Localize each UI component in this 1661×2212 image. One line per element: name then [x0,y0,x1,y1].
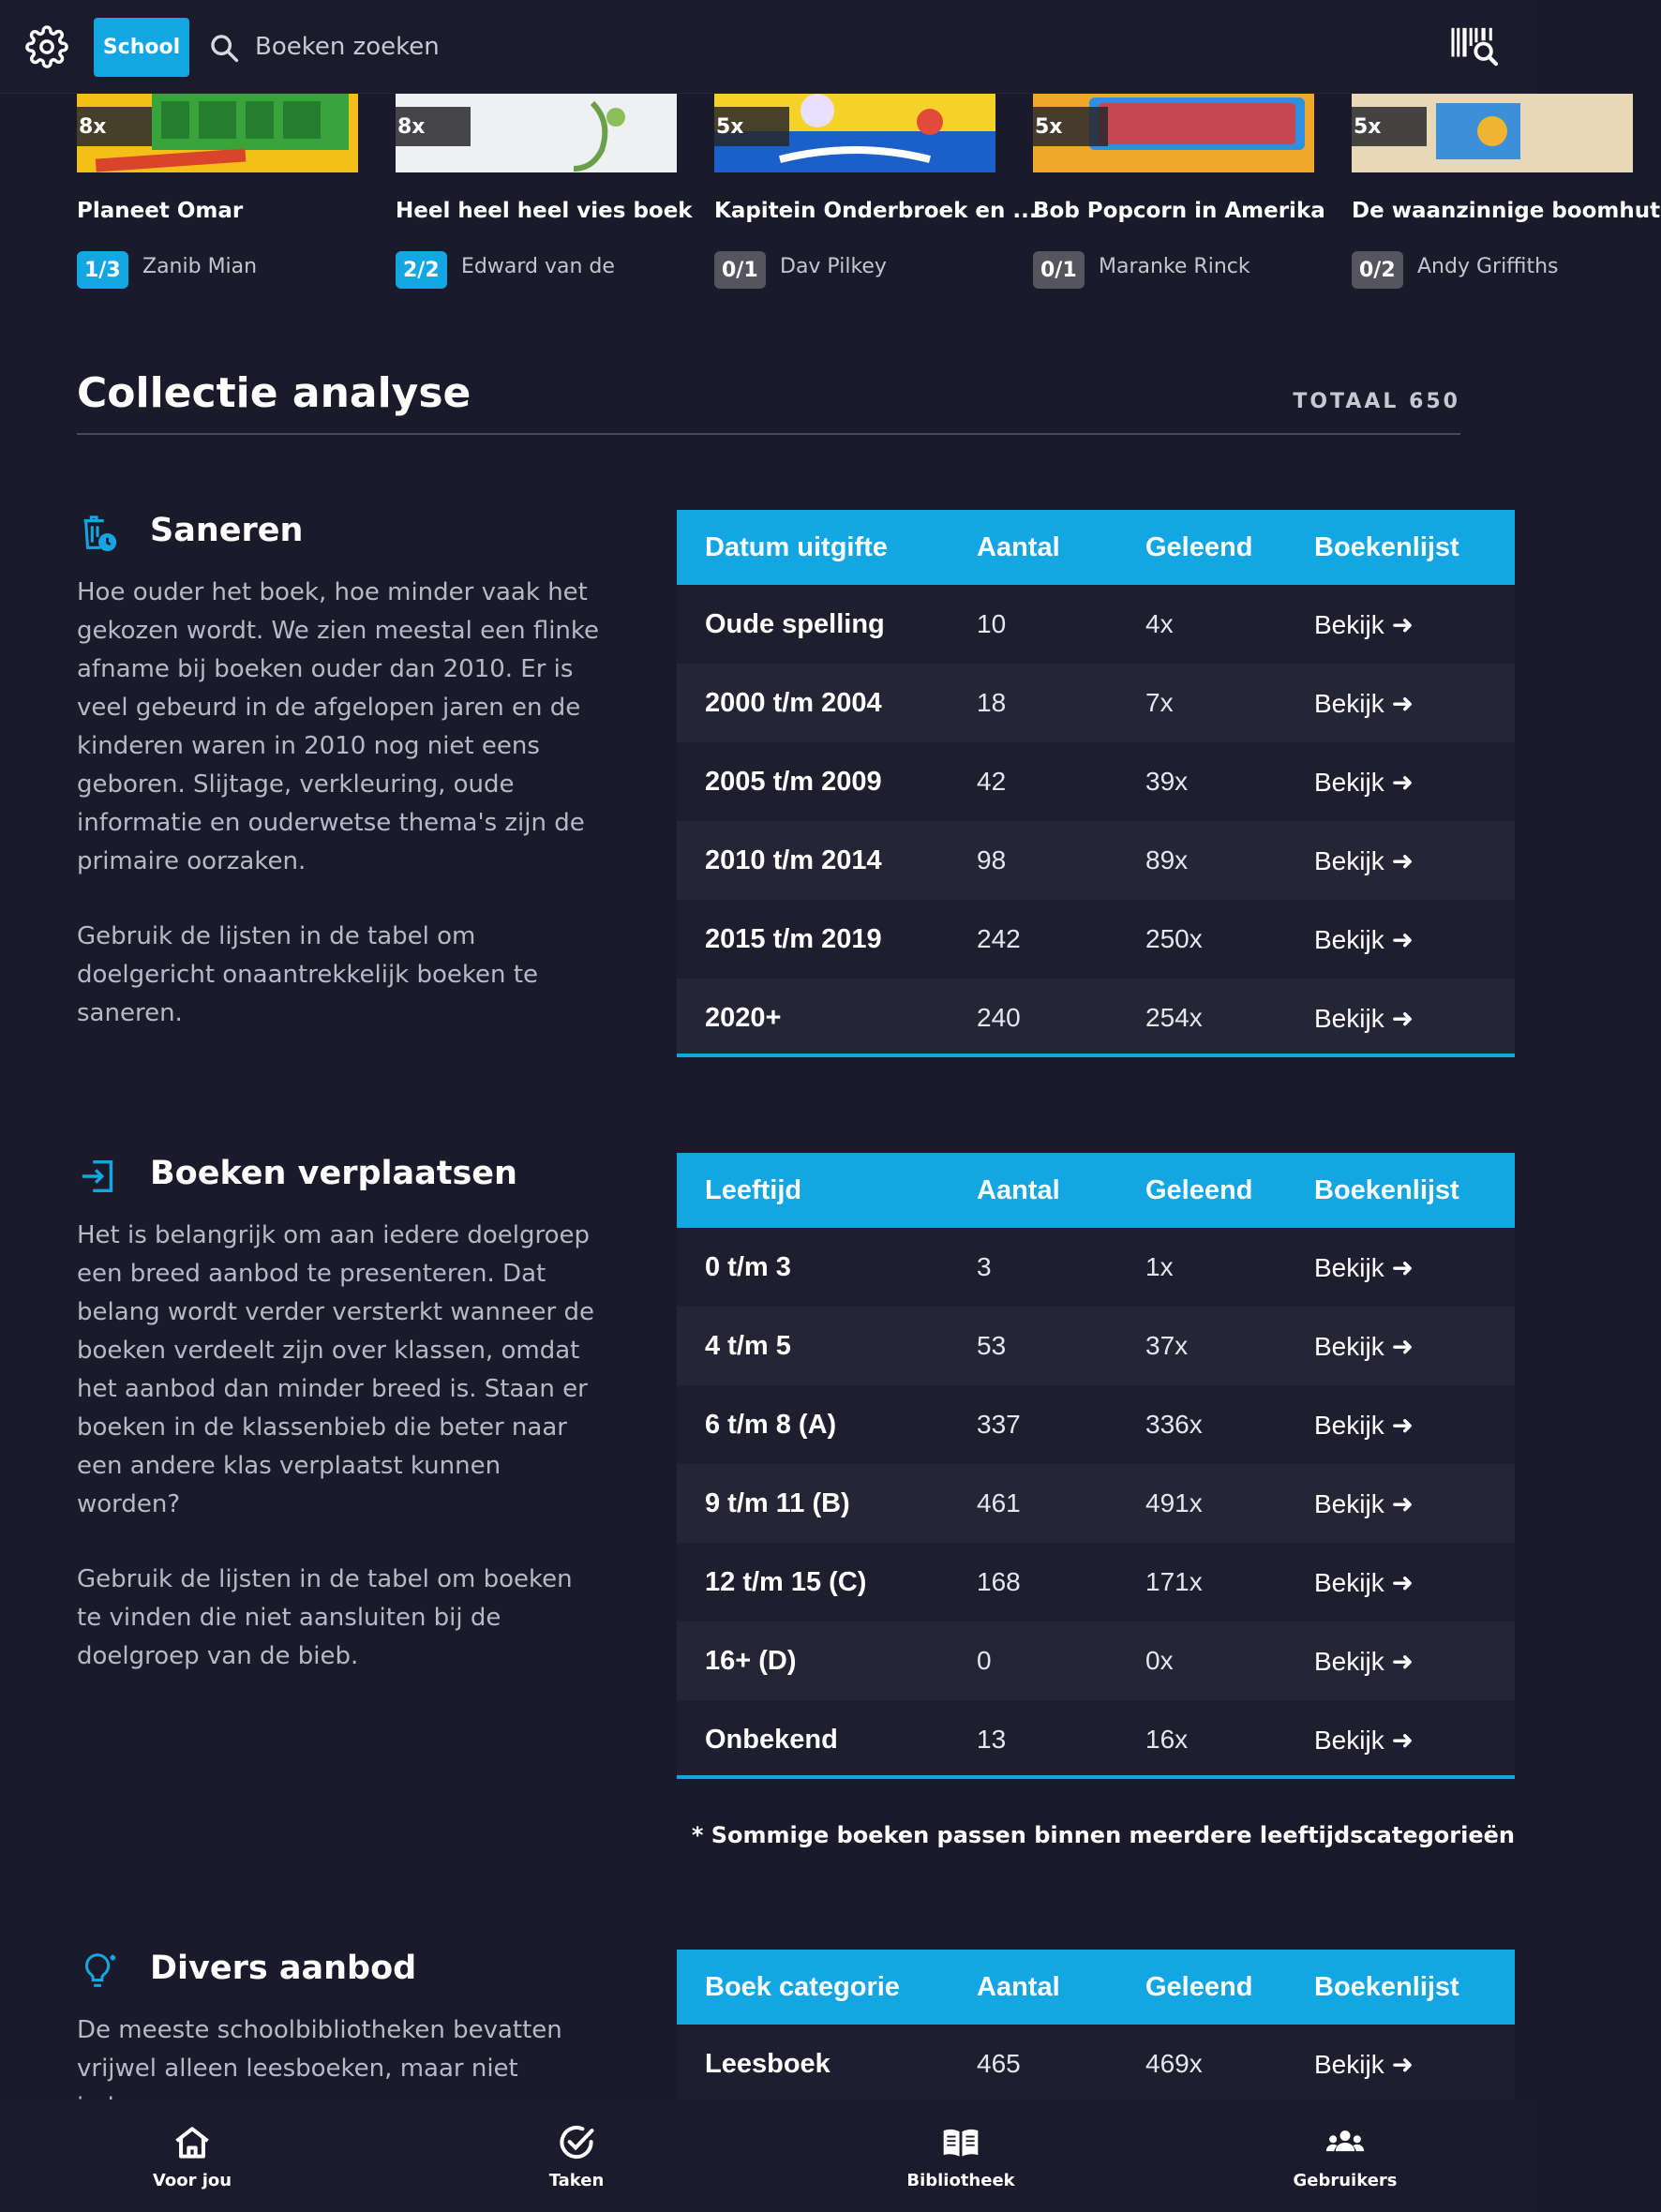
aantal-cell: 10 [977,585,1145,664]
aantal-cell: 337 [977,1385,1145,1464]
geleend-cell: 491x [1145,1464,1314,1543]
book-title: Heel heel heel vies boek [396,199,693,223]
bekijk-link[interactable]: Bekijk ➜ [1314,821,1515,900]
book-cover[interactable] [77,94,358,172]
page-title: Collectie analyse [77,369,471,417]
geleend-cell: 4x [1145,585,1314,664]
row-label: 2000 t/m 2004 [677,664,977,742]
column-header: Aantal [977,510,1145,585]
table-row [677,1622,1515,1700]
bekijk-link[interactable]: Bekijk ➜ [1314,2025,1515,2103]
geleend-cell: 7x [1145,664,1314,742]
copy-count: 5x [714,107,789,146]
table-row [677,1543,1515,1622]
geleend-cell: 171x [1145,1543,1314,1622]
aantal-cell: 98 [977,821,1145,900]
verplaatsen-table [677,1153,1515,1779]
description-paragraph: Hoe ouder het boek, hoe minder vaak het gekozen wordt. We zien meestal een flinke afname bij boeken ouder dan 2010. Er is veel gebeurd in de afgelopen jaren en de kinderen waren in 2010 nog niet eens geboren. Slijtage, verkleuring, oude informatie en ouderwetse thema's zijn de primaire oorzaken. [77,578,600,875]
section-description [77,574,602,1033]
row-label: Oude spelling [677,585,977,664]
geleend-cell: 336x [1145,1385,1314,1464]
column-header: Boekenlijst [1314,1153,1515,1228]
column-header: Leeftijd [677,1153,977,1228]
aantal-cell: 168 [977,1543,1145,1622]
availability-badge: 0/2 [1352,251,1403,289]
move-in-icon [77,1155,120,1198]
column-header: Datum uitgifte [677,510,977,585]
column-header: Boek categorie [677,1950,977,2025]
book-cover[interactable] [1033,94,1314,172]
divider [77,433,1460,435]
geleend-cell: 39x [1145,742,1314,821]
row-label: 12 t/m 15 (C) [677,1543,977,1622]
table-row [677,979,1515,1057]
bekijk-link[interactable]: Bekijk ➜ [1314,1700,1515,1779]
book-cover[interactable] [1352,94,1633,172]
table-row [677,742,1515,821]
aantal-cell: 0 [977,1622,1145,1700]
availability-badge: 1/3 [77,251,128,289]
book-author: Maranke Rinck [1099,255,1250,278]
nav-gebruikers[interactable] [1205,2100,1486,2212]
row-label: 2010 t/m 2014 [677,821,977,900]
aantal-cell: 240 [977,979,1145,1057]
column-header: Geleend [1145,510,1314,585]
book-author: Zanib Mian [142,255,258,278]
bekijk-link[interactable]: Bekijk ➜ [1314,1307,1515,1385]
open-book-icon [940,2122,981,2163]
nav-taken[interactable] [436,2100,717,2212]
column-header: Geleend [1145,1950,1314,2025]
description-paragraph: Gebruik de lijsten in de tabel om boeken te vinden die niet aansluiten bij de doelgroep van de bieb. [77,1565,573,1670]
section-title-divers: Divers aanbod [150,1950,417,1987]
bekijk-link[interactable]: Bekijk ➜ [1314,1464,1515,1543]
nav-label: Bibliotheek [906,2170,1015,2190]
geleend-cell: 469x [1145,2025,1314,2103]
bekijk-link[interactable]: Bekijk ➜ [1314,1543,1515,1622]
nav-label: Voor jou [152,2170,232,2190]
table-row [677,1307,1515,1385]
bekijk-link[interactable]: Bekijk ➜ [1314,664,1515,742]
availability-badge: 0/1 [714,251,766,289]
bekijk-link[interactable]: Bekijk ➜ [1314,1385,1515,1464]
bekijk-link[interactable]: Bekijk ➜ [1314,979,1515,1057]
bekijk-link[interactable]: Bekijk ➜ [1314,900,1515,979]
book-author: Edward van de [461,255,615,278]
row-label: 2005 t/m 2009 [677,742,977,821]
section-description [77,1217,602,1676]
availability-badge: 0/1 [1033,251,1085,289]
bekijk-link[interactable]: Bekijk ➜ [1314,585,1515,664]
nav-label: Gebruikers [1293,2170,1398,2190]
description-paragraph: Gebruik de lijsten in de tabel om doelgericht onaantrekkelijk boeken te saneren. [77,922,538,1027]
popular-books-row [0,94,1661,309]
table-row [677,1228,1515,1307]
book-cover[interactable] [714,94,995,172]
copy-count: 5x [1352,107,1427,146]
table-row [677,1464,1515,1543]
saneren-table [677,510,1515,1057]
footnote: * Sommige boeken passen binnen meerdere leeftijdscategorieën [691,1822,1515,1848]
section-title-saneren: Saneren [150,512,304,549]
geleend-cell: 254x [1145,979,1314,1057]
column-header: Geleend [1145,1153,1314,1228]
copy-count: 8x [77,107,152,146]
book-cover[interactable] [396,94,677,172]
geleend-cell: 0x [1145,1622,1314,1700]
table-row [677,1700,1515,1779]
column-header: Aantal [977,1153,1145,1228]
book-title: Planeet Omar [77,199,244,223]
nav-bibliotheek[interactable] [820,2100,1101,2212]
aantal-cell: 13 [977,1700,1145,1779]
table-header-row [677,510,1515,585]
row-label: Leesboek [677,2025,977,2103]
home-icon [172,2122,213,2163]
table-header-row [677,1153,1515,1228]
book-title: Kapitein Onderbroek en ... [714,199,1038,223]
table-header-row [677,1950,1515,2025]
table-row [677,1385,1515,1464]
table-row [677,821,1515,900]
row-label: 4 t/m 5 [677,1307,977,1385]
users-icon [1324,2122,1366,2163]
geleend-cell: 89x [1145,821,1314,900]
availability-badge: 2/2 [396,251,447,289]
row-label: 0 t/m 3 [677,1228,977,1307]
book-author: Dav Pilkey [780,255,887,278]
description-paragraph: Het is belangrijk om aan iedere doelgroep een breed aanbod te presenteren. Dat belang wordt verder versterkt wanneer de boeken verdeelt zijn over klassen, omdat het aanbod dan minder breed is. Staan er boeken in de klassenbieb die beter naar een andere klas verplaatst kunnen worden? [77,1221,594,1518]
trash-clock-icon [77,512,120,555]
table-row [677,900,1515,979]
table-bottom-border [677,1054,1515,1057]
bekijk-link[interactable]: Bekijk ➜ [1314,1228,1515,1307]
row-label: 9 t/m 11 (B) [677,1464,977,1543]
bekijk-link[interactable]: Bekijk ➜ [1314,1622,1515,1700]
nav-voor-jou[interactable] [52,2100,333,2212]
row-label: 6 t/m 8 (A) [677,1385,977,1464]
aantal-cell: 461 [977,1464,1145,1543]
table-row [677,664,1515,742]
bekijk-link[interactable]: Bekijk ➜ [1314,742,1515,821]
bottom-navigation [0,2100,1537,2212]
aantal-cell: 53 [977,1307,1145,1385]
barcode-scan-icon[interactable] [1449,24,1500,67]
nav-label: Taken [548,2170,605,2190]
table-row [677,585,1515,664]
column-header: Aantal [977,1950,1145,2025]
check-circle-icon [556,2122,597,2163]
copy-count: 5x [1033,107,1108,146]
description-paragraph: De meeste schoolbibliotheken bevatten vrijwel alleen leesboeken, maar niet [77,2016,562,2083]
copy-count: 8x [396,107,471,146]
aantal-cell: 465 [977,2025,1145,2103]
book-author: Andy Griffiths [1417,255,1559,278]
geleend-cell: 1x [1145,1228,1314,1307]
total-count: TOTAAL 650 [1293,390,1460,413]
gear-icon[interactable] [25,25,68,68]
row-label: 2020+ [677,979,977,1057]
table-row [677,2025,1515,2103]
geleend-cell: 37x [1145,1307,1314,1385]
geleend-cell: 16x [1145,1700,1314,1779]
row-label: 2015 t/m 2019 [677,900,977,979]
top-bar [0,0,1537,94]
row-label: Onbekend [677,1700,977,1779]
section-title-verplaatsen: Boeken verplaatsen [150,1155,517,1192]
book-title: Bob Popcorn in Amerika [1033,199,1325,223]
geleend-cell: 250x [1145,900,1314,979]
aantal-cell: 18 [977,664,1145,742]
aantal-cell: 3 [977,1228,1145,1307]
column-header: Boekenlijst [1314,1950,1515,2025]
table-bottom-border [677,1775,1515,1779]
aantal-cell: 242 [977,900,1145,979]
book-title: De waanzinnige boomhut [1352,199,1661,223]
divers-table [677,1950,1515,2103]
row-label: 16+ (D) [677,1622,977,1700]
search-icon [208,32,240,64]
lightbulb-icon [77,1950,120,1993]
aantal-cell: 42 [977,742,1145,821]
school-button[interactable]: School [94,18,189,77]
column-header: Boekenlijst [1314,510,1515,585]
search-input[interactable] [255,24,817,69]
